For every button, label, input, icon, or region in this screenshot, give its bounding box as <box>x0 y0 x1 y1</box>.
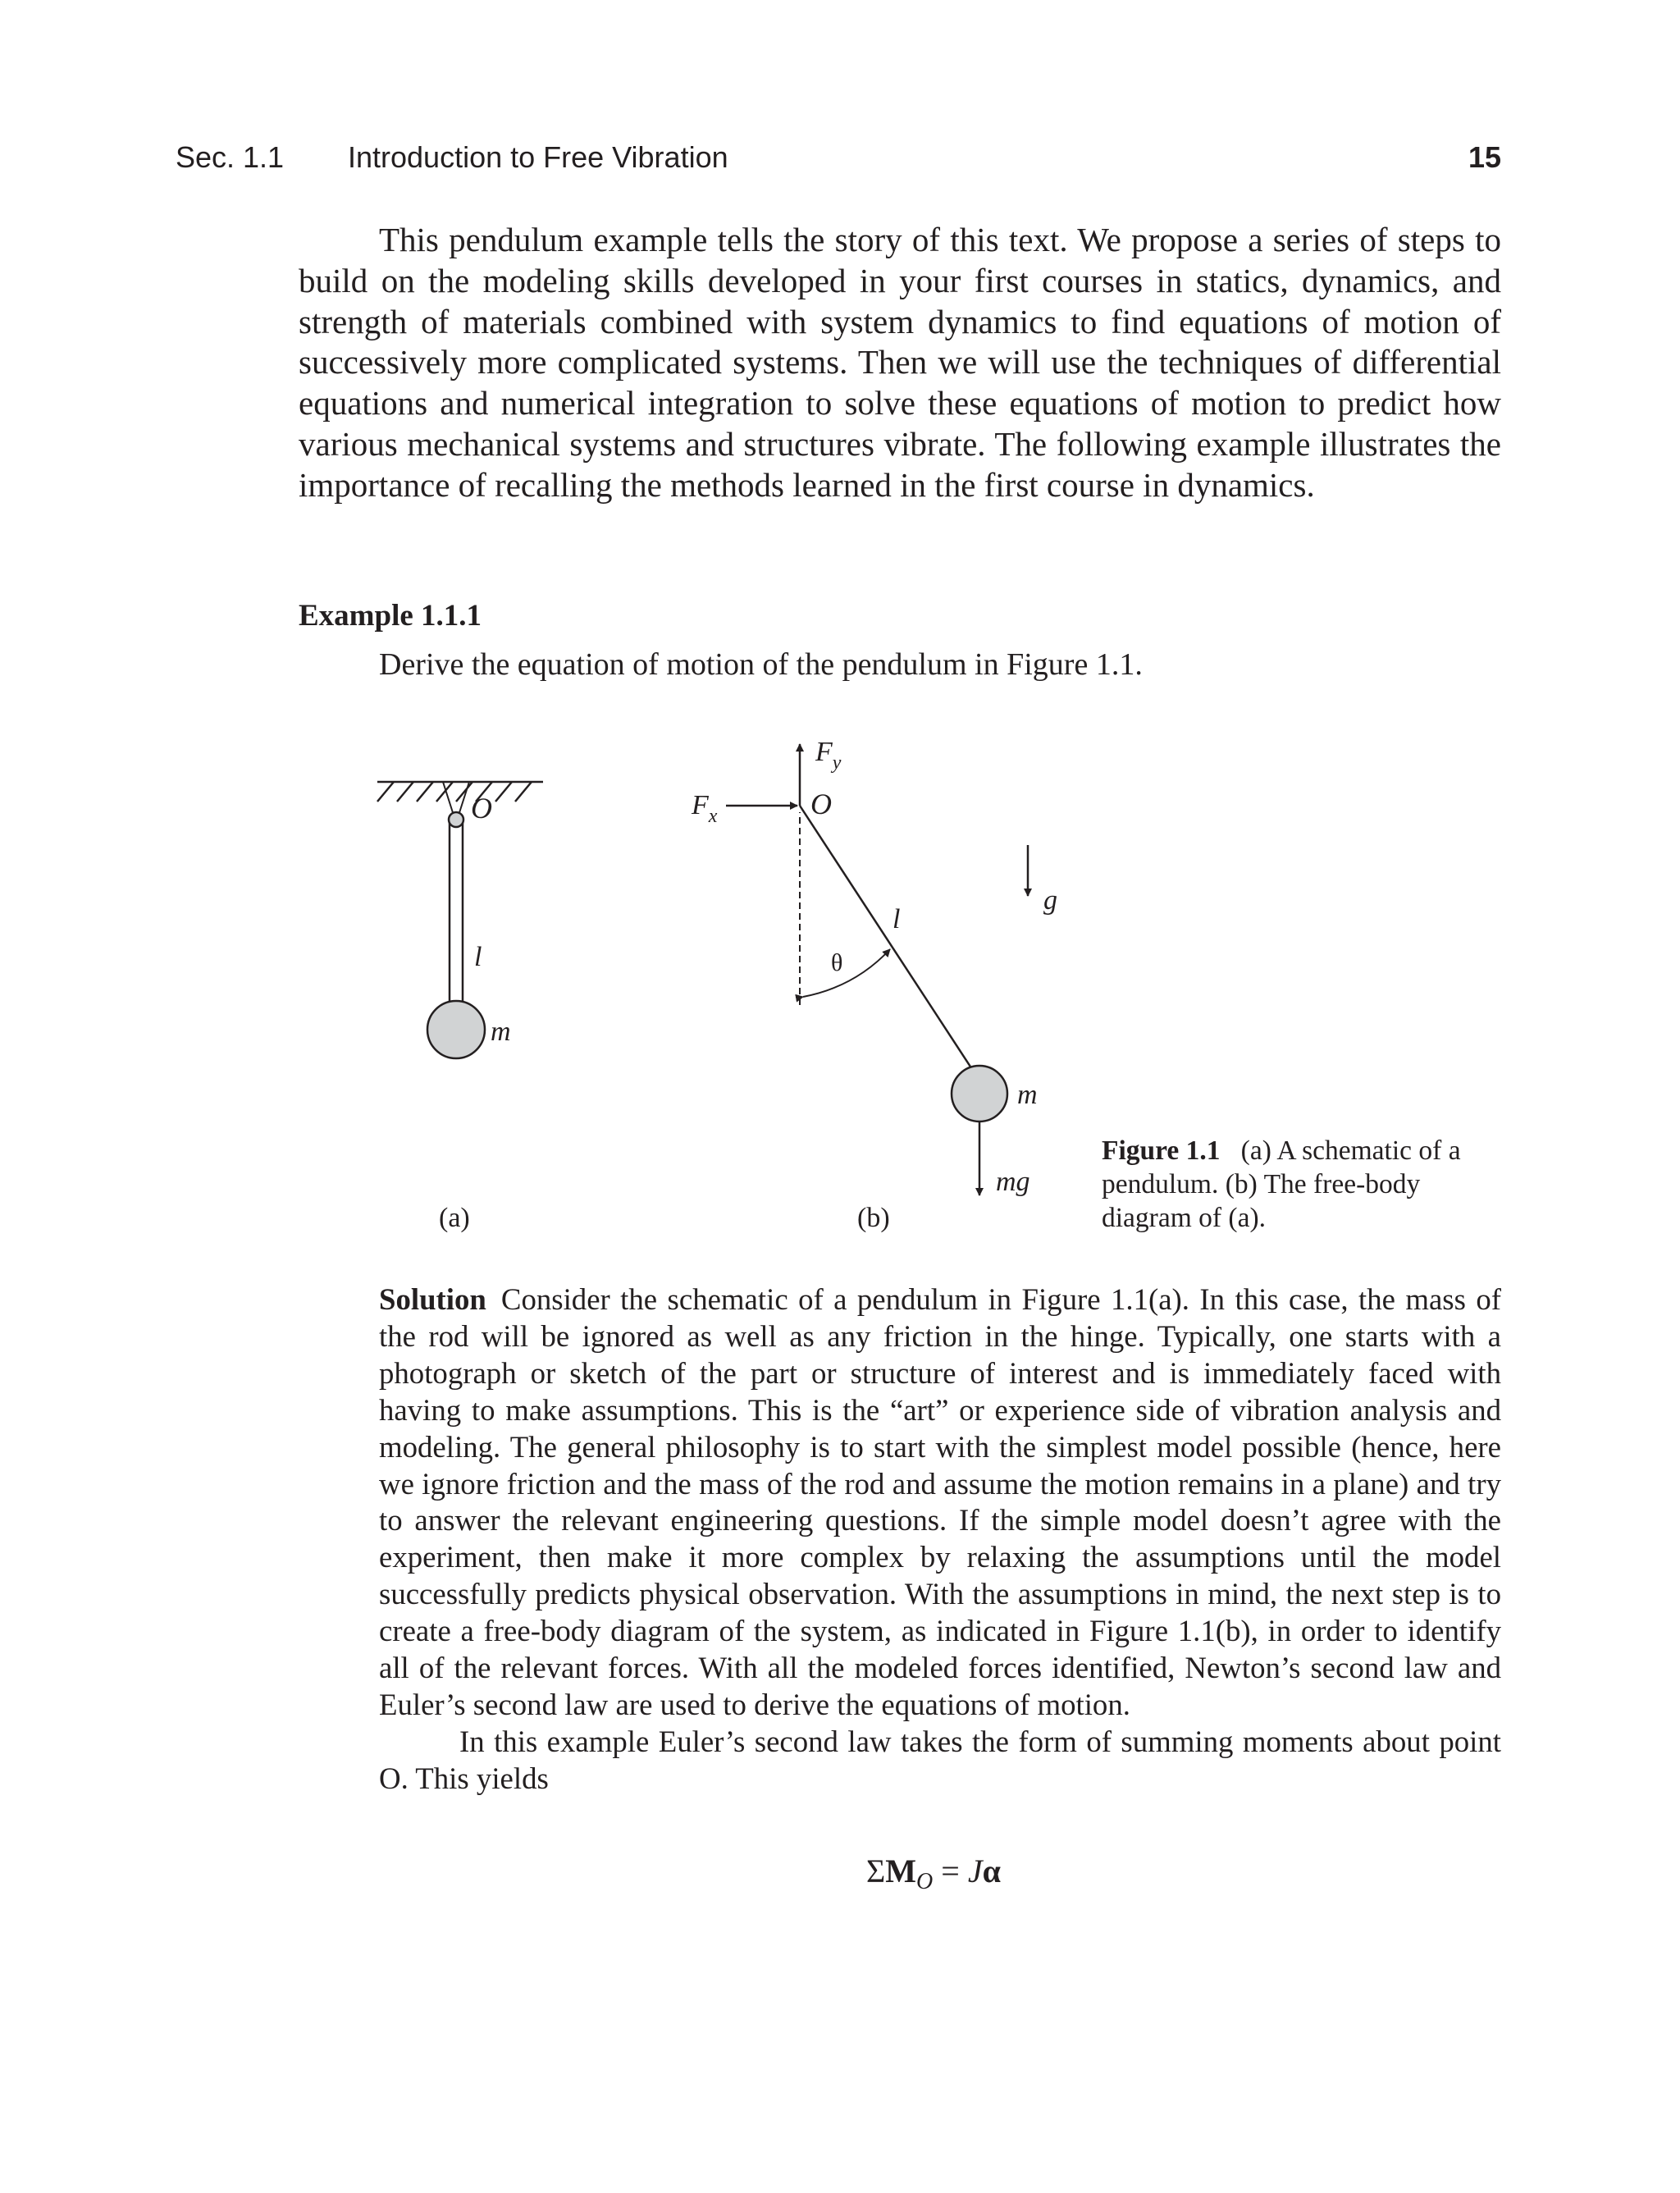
page-number: 15 <box>1468 140 1501 174</box>
solution-paragraph-1 <box>379 1282 1501 1724</box>
solution-section <box>379 1282 1501 1798</box>
panel-a-schematic <box>377 782 543 1233</box>
pivot-label-b: O <box>810 788 832 820</box>
panel-b-free-body-diagram <box>691 737 1057 1233</box>
chapter-title: Introduction to Free Vibration <box>348 140 728 174</box>
mass-label-a: m <box>491 1017 511 1047</box>
example-heading: Example 1.1.1 <box>299 599 482 633</box>
pendulum-line <box>800 806 979 1081</box>
solution-lead: Solution <box>379 1282 486 1316</box>
pendulum-rod <box>450 823 463 1005</box>
fx-label: $F_x$ <box>692 790 718 827</box>
figure-caption-text: (a) A schematic of a pendulum. (b) The free-body diagram of (a). <box>1102 1135 1461 1233</box>
section-number: Sec. 1.1 <box>176 140 285 174</box>
fy-label: $F_y$ <box>815 737 842 774</box>
mass-label-b: m <box>1017 1080 1038 1110</box>
weight-label: mg <box>996 1167 1030 1197</box>
length-label-b: l <box>892 904 901 934</box>
solution-paragraph-2: In this example Euler’s second law takes the form of summing moments about point O. This yields <box>379 1724 1501 1795</box>
panel-label-b: (b) <box>857 1203 890 1233</box>
ceiling-hatching <box>377 782 532 802</box>
figure-caption-label: Figure 1.1 <box>1102 1135 1221 1166</box>
bob-a <box>427 1001 485 1058</box>
solution-text-1: Consider the schematic of a pendulum in Figure 1.1(a). In this case, the mass of the rod will be ignored as well as any friction in the hinge. Typically, one starts with a photograph or sketch of the part or structure of interest and is immediately faced with having to make assumptions. This is the “art” or experience side of vibration analysis and modeling. The general philosophy is to start with the simplest model possible (hence, here we ignore friction and the mass of the rod and assume the motion remains in a plane) and try to answer the relevant engineering questions. If the simple model doesn’t agree with the experiment, then make it more complex by relaxing the assumptions until the model successfully predicts physical observation. With the assumptions in mind, the next step is to create a free-body diagram of the system, as indicated in Figure 1.1(b), in order to identify all of the relevant forces. With all the modeled forces identified, Newton’s second law and Euler’s second law are used to derive the equations of motion. <box>379 1282 1501 1721</box>
theta-arc <box>803 949 890 997</box>
length-label-a: l <box>474 942 482 972</box>
gravity-label: g <box>1043 885 1057 916</box>
figure-caption <box>1102 1134 1469 1235</box>
theta-label: θ <box>831 949 843 976</box>
intro-paragraph <box>299 220 1501 506</box>
example-statement: Derive the equation of motion of the pendulum in Figure 1.1. <box>379 647 1143 682</box>
pivot-label-a: O <box>471 792 492 825</box>
panel-label-a: (a) <box>439 1203 470 1233</box>
intro-text: This pendulum example tells the story of this text. We propose a series of steps to build on the modeling skills developed in your first courses in statics, dynamics, and strength of materials combined with system dynamics to find equations of motion of successively more complicated systems. Then we will use the techniques of differential equations and numerical integration to solve these equations of motion to predict how various mechanical systems and structures vibrate. The following example illustrates the importance of recalling the methods learned in the first course in dynamics. <box>299 221 1501 504</box>
bob-b <box>952 1066 1007 1122</box>
moment-equation: $\Sigma M_O = J\alpha$ <box>866 1853 1001 1894</box>
hinge-pin <box>449 812 463 827</box>
